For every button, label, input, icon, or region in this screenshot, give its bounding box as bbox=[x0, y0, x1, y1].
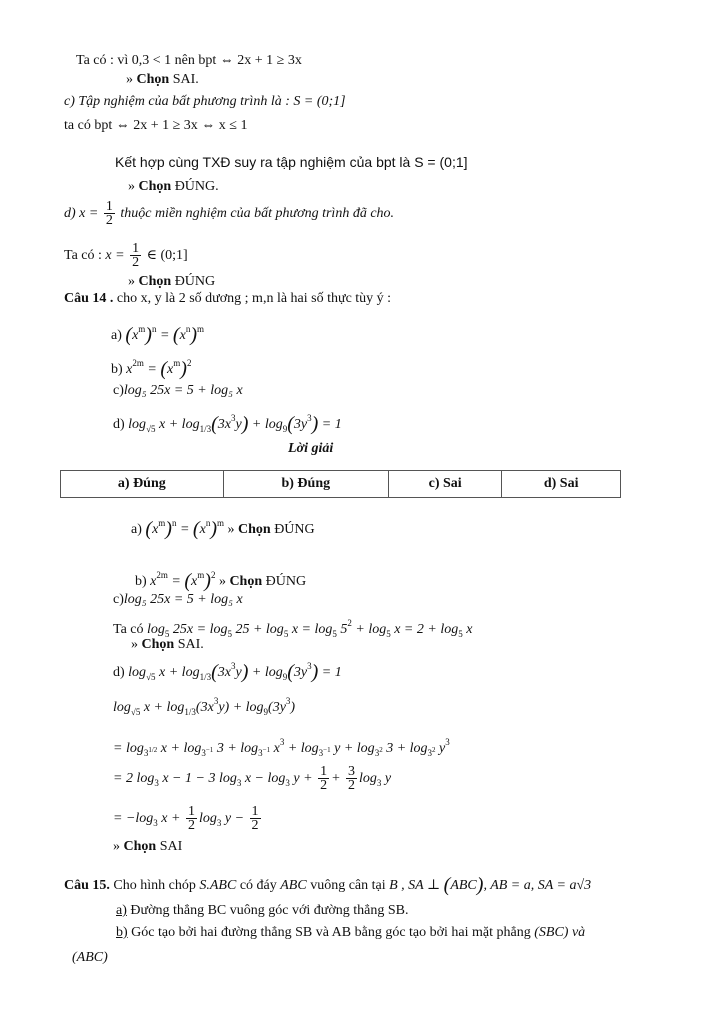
q15-title: Câu 15. bbox=[64, 878, 110, 893]
math-expr: log₅ 25x = 5 + log₅ x bbox=[123, 383, 243, 398]
choice-verdict: SAI. bbox=[172, 72, 199, 87]
math-expr: S.ABC bbox=[199, 878, 237, 893]
choice-label: Chọn bbox=[141, 637, 175, 652]
arrow-glyph: » bbox=[126, 72, 133, 87]
math-expr: $(x^m)^n = (x^n)^m$ bbox=[125, 324, 204, 346]
item-label: a) bbox=[131, 522, 142, 537]
q15-text: Cho hình chóp bbox=[113, 878, 196, 893]
interval: ∈ (0;1] bbox=[146, 248, 188, 263]
arrow-glyph: » bbox=[227, 522, 235, 537]
answer-c: c) Sai bbox=[388, 471, 501, 498]
choice-label: Chọn bbox=[136, 72, 170, 87]
item-label: a) bbox=[111, 328, 122, 343]
item-text: Đường thẳng BC vuông góc với đường thẳng SB. bbox=[130, 903, 409, 918]
work-prefix: Ta có bbox=[113, 622, 144, 637]
q15-heading bbox=[64, 876, 591, 895]
q14-item-a bbox=[111, 314, 204, 351]
math-expr: ABC bbox=[280, 878, 307, 893]
q15-text: có đáy bbox=[239, 878, 277, 893]
item-label: d) bbox=[113, 417, 125, 432]
fraction-one-half: $\frac{1}{2}$ bbox=[105, 199, 113, 229]
math-expr: $x^{2m} = (x^m)^2$ bbox=[126, 358, 192, 380]
item-label: b) bbox=[116, 925, 128, 940]
part-d-statement bbox=[64, 200, 394, 228]
math-expr: $(x^m)^n = (x^n)^m$ bbox=[145, 518, 224, 540]
item-label: c) bbox=[113, 383, 124, 398]
math-x-eq: x = bbox=[79, 206, 99, 221]
arrow-glyph: » bbox=[128, 274, 135, 289]
answer-d: d) Sai bbox=[502, 471, 621, 498]
part-c-conclusion: Kết hợp cùng TXĐ suy ra tập nghiệm của bpt là S = (0;1] bbox=[115, 154, 468, 170]
choice-label: Chọn bbox=[123, 839, 157, 854]
q14-text: cho x, y là 2 số dương ; m,n là hai số thực tùy ý : bbox=[116, 291, 392, 306]
math-expr: log₅ 25x = 5 + log₅ x bbox=[123, 592, 243, 607]
sol-c-choice bbox=[131, 636, 204, 654]
sol-d-step4: = $-\log_3$ x + $\frac{1}{2}$ $\log_3 y$ − $\frac{1}{2}$ bbox=[113, 804, 259, 834]
part-c-work: ta có bpt ⇔ 2x + 1 ≥ 3x ⇔ x ≤ 1 bbox=[64, 118, 248, 133]
q14-heading bbox=[64, 290, 391, 308]
item-text: Góc tạo bởi hai đường thẳng SB và AB bằng góc tạo bởi hai mặt phẳng bbox=[131, 925, 531, 940]
arrow-glyph: » bbox=[131, 637, 138, 652]
arrow-glyph: » bbox=[128, 179, 135, 194]
q14-item-c bbox=[113, 382, 243, 400]
fraction-one-half: $\frac{1}{2}$ bbox=[187, 804, 195, 834]
fraction-one-half: $\frac{1}{2}$ bbox=[132, 241, 140, 271]
part-d-text: thuộc miền nghiệm của bất phương trình đã cho. bbox=[120, 206, 395, 221]
sol-d-step3: = 2 $\log_3 x - 1 - 3$ $\log_3 x - \log_3 y$ + $\frac{1}{2}$ + $\frac{3}{2}$ $\log_3 y$ bbox=[113, 764, 392, 794]
math-expr: $\log_5 25x = \log_5 25 + \log_5 x = \log_5 5^2 + \log_5 x = 2 + \log_5 x$ bbox=[147, 618, 473, 639]
choice-label: Chọn bbox=[138, 274, 172, 289]
answer-b: b) Đúng bbox=[223, 471, 388, 498]
choice-line-2 bbox=[128, 178, 219, 196]
fraction-one-half: $\frac{1}{2}$ bbox=[320, 764, 328, 794]
q14-item-b bbox=[111, 348, 191, 385]
choice-verdict: ĐÚNG. bbox=[174, 179, 219, 194]
math-expr: B , SA ⊥ (ABC), AB = a, SA = a√3 bbox=[389, 874, 592, 896]
item-label: d) bbox=[113, 665, 125, 680]
sol-a bbox=[131, 508, 315, 545]
choice-label: Chọn bbox=[229, 574, 263, 589]
part-d-label: d) bbox=[64, 206, 76, 221]
arrow-glyph: » bbox=[218, 574, 226, 589]
solution-heading: Lời giải bbox=[288, 441, 334, 456]
item-label: b) bbox=[111, 362, 123, 377]
item-label: b) bbox=[135, 574, 147, 589]
sol-c bbox=[113, 591, 243, 609]
math-expr: $x^{2m} = (x^m)^2$ bbox=[150, 570, 216, 592]
q15-item-b-cont: (ABC) bbox=[72, 950, 108, 965]
choice-verdict: ĐÚNG bbox=[265, 574, 307, 589]
sol-d-step1: $\log_{√5} x + \log_{1/3}(3x^3y) + \log_9(3y^3)$ bbox=[113, 696, 296, 717]
sol-d bbox=[113, 653, 342, 690]
math-expr: $\log_{√5} x + \log_{1/3}(3x^3y) + \log_9(3y^3) = 1$ bbox=[128, 413, 342, 435]
choice-verdict: ĐÚNG bbox=[274, 522, 315, 537]
choice-verdict: SAI bbox=[159, 839, 183, 854]
answer-a: a) Đúng bbox=[61, 471, 224, 498]
part-d-work bbox=[64, 242, 188, 270]
answer-table bbox=[60, 470, 621, 498]
choice-label: Chọn bbox=[238, 522, 271, 537]
item-label: a) bbox=[116, 903, 127, 918]
choice-verdict: ĐÚNG bbox=[174, 274, 216, 289]
q15-text: vuông cân tại bbox=[310, 878, 386, 893]
fraction-one-half: $\frac{1}{2}$ bbox=[251, 804, 259, 834]
sol-d-step2: = $\log_{3^{1/2}} x + \log_{3^{-1}} 3 + \log_{3^{-1}} x^3 + \log_{3^{-1}} y + \log_{3^2} 3 + \log_{3^2} y^3$ bbox=[113, 737, 450, 758]
choice-line-1 bbox=[126, 71, 199, 89]
work-prefix: Ta có : bbox=[64, 248, 102, 263]
q15-item-a bbox=[116, 902, 409, 920]
item-label: c) bbox=[113, 592, 124, 607]
sol-d-choice bbox=[113, 838, 182, 856]
part-c-statement: c) Tập nghiệm của bất phương trình là : S = (0;1] bbox=[64, 94, 346, 109]
arrow-glyph: » bbox=[113, 839, 120, 854]
fraction-three-halves: $\frac{3}{2}$ bbox=[348, 764, 356, 794]
choice-line-3 bbox=[128, 273, 215, 291]
q15-item-b bbox=[116, 922, 585, 944]
math-expr: (SBC) và bbox=[534, 925, 586, 940]
q14-title: Câu 14 . bbox=[64, 291, 114, 306]
choice-verdict: SAI. bbox=[177, 637, 204, 652]
q14-item-d bbox=[113, 405, 342, 442]
math-expr: $\log_{√5} x + \log_{1/3}(3x^3y) + \log_9(3y^3) = 1$ bbox=[128, 661, 342, 683]
line-1: Ta có : vì 0,3 < 1 nên bpt ⇔ 2x + 1 ≥ 3x bbox=[76, 53, 302, 68]
choice-label: Chọn bbox=[138, 179, 172, 194]
math-x-eq: x = bbox=[105, 248, 125, 263]
